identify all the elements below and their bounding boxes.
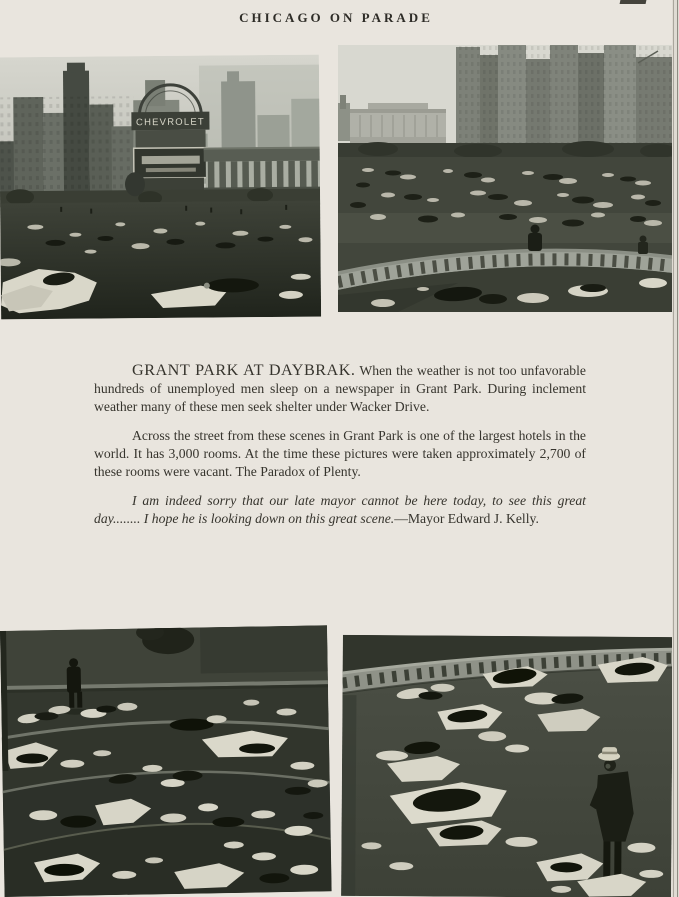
mayor-quote: I am indeed sorry that our late mayor cannot be here today, to see this great day........ I hope he is looking down on this great scene. (94, 493, 586, 526)
page-edge-shadow (677, 0, 679, 897)
page-edge-line (673, 0, 674, 897)
billboard-text: CHEVROLET (135, 116, 205, 129)
skyscraper-row (456, 45, 672, 147)
photo-grant-park-skyline (0, 55, 321, 320)
photo-illustration (341, 635, 673, 897)
photo-sleepers-balustrade (341, 635, 673, 897)
paragraph-lead-in: GRANT PARK AT DAYBRAK. (132, 361, 356, 379)
quote-attribution: —Mayor Edward J. Kelly. (394, 511, 539, 526)
back-wall (0, 625, 328, 693)
caption-text-block (94, 362, 586, 539)
photo-plaza-terraces (0, 625, 332, 897)
tree-line (338, 141, 672, 159)
photo-grant-park-lawn (338, 45, 672, 312)
paragraph-mayor-quote (94, 492, 586, 528)
photo-illustration (0, 55, 321, 320)
peristyle-colonnade (204, 147, 320, 193)
paragraph-daybreak: GRANT PARK AT DAYBRAK. When the weather is not too unfavorable hundreds of unemployed men sleep on a newspaper in Grant Park. During inclement weather many of these men seek shelter under Wacker Drive. (94, 361, 586, 414)
page-title: CHICAGO ON PARADE (239, 10, 433, 25)
paragraph-hotel: Across the street from these scenes in Grant Park is one of the largest hotels in the world. It has 3,000 rooms. At the time these pictures were taken approximately 2,700 of these rooms were vacant. The Paradox of Plenty. (94, 428, 586, 479)
upper-lawn (338, 157, 672, 217)
scan-smudge-mark (620, 0, 647, 4)
photo-illustration (0, 625, 332, 897)
scan-edge-shadow (341, 695, 356, 896)
photo-illustration (338, 45, 672, 312)
